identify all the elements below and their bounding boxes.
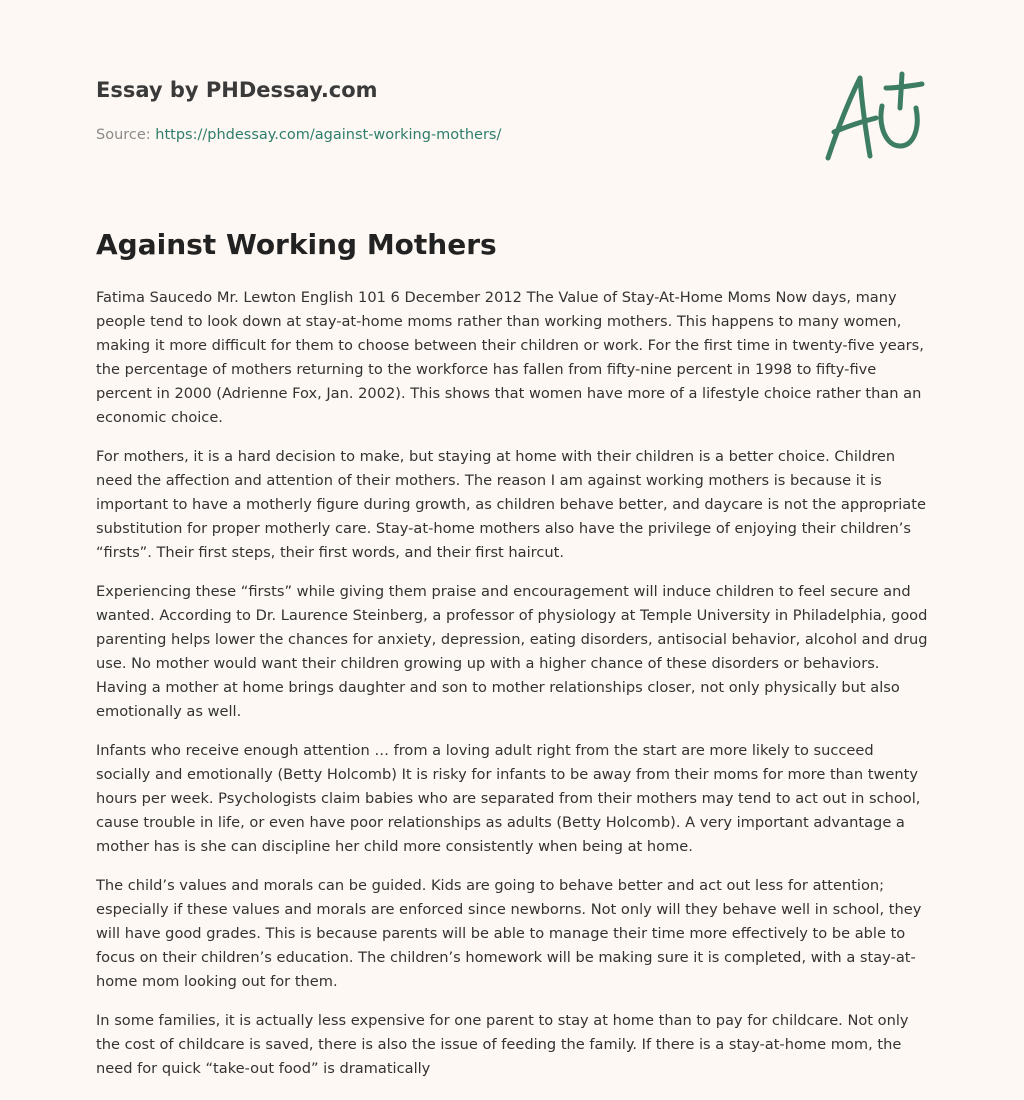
essay-body <box>96 286 928 1096</box>
essay-paragraph: For mothers, it is a hard decision to make, but staying at home with their children is a better choice. Children need the affection and attention of their mothers. The reason I am against working mothers is because it is important to have a motherly figure during growth, as children behave better, and daycare is not the appropriate substitution for proper motherly care. Stay-at-home mothers also have the privilege of enjoying their children’s “firsts”. Their first steps, their first words, and their first haircut. <box>96 448 926 561</box>
essay-title: Against Working Mothers <box>96 228 497 261</box>
essay-paragraph: In some families, it is actually less expensive for one parent to stay at home than to pay for childcare. Not only the cost of childcare is saved, there is also the issue of feeding the family. If there is a stay-at-home mom, the need for quick “take-out food” is dramatically <box>96 1012 909 1077</box>
essay-paragraph: Fatima Saucedo Mr. Lewton English 101 6 December 2012 The Value of Stay-At-Home Moms Now days, many people tend to look down at stay-at-home moms rather than working mothers. This happens to many women, making it more difficult for them to choose between their children or work. For the first time in twenty-five years, the percentage of mothers returning to the workforce has fallen from fifty-nine percent in 1998 to fifty-five percent in 2000 (Adrienne Fox, Jan. 2002). This shows that women have more of a lifestyle choice rather than an economic choice. <box>96 289 924 426</box>
essay-paragraph: Infants who receive enough attention … from a loving adult right from the start are more likely to succeed socially and emotionally (Betty Holcomb) It is risky for infants to be away from their moms for more than twenty hours per week. Psychologists claim babies who are separated from their mothers may tend to act out in school, cause trouble in life, or even have poor relationships as adults (Betty Holcomb). A very important advantage a mother has is she can discipline her child more consistently when being at home. <box>96 742 921 855</box>
source-link[interactable]: https://phdessay.com/against-working-mothers/ <box>155 127 502 143</box>
a-plus-grade-icon <box>820 66 930 166</box>
essay-paragraph: Experiencing these “firsts” while giving them praise and encouragement will induce children to feel secure and wanted. According to Dr. Laurence Steinberg, a professor of physiology at Temple University in Philadelphia, good parenting helps lower the chances for anxiety, depression, eating disorders, antisocial behavior, alcohol and drug use. No mother would want their children growing up with a higher chance of these disorders or behaviors. Having a mother at home brings daughter and son to mother relationships closer, not only physically but also emotionally as well. <box>96 583 928 720</box>
essay-header <box>96 76 796 145</box>
site-title: Essay by PHDessay.com <box>96 78 378 102</box>
source-label: Source: <box>96 127 151 143</box>
essay-paragraph: The child’s values and morals can be guided. Kids are going to behave better and act out less for attention; especially if these values and morals are enforced since newborns. Not only will they behave well in school, they will have good grades. This is because parents will be able to manage their time more effectively to be able to focus on their children’s education. The children’s homework will be making sure it is completed, with a stay-at-home mom looking out for them. <box>96 877 922 990</box>
source-line <box>96 125 796 145</box>
